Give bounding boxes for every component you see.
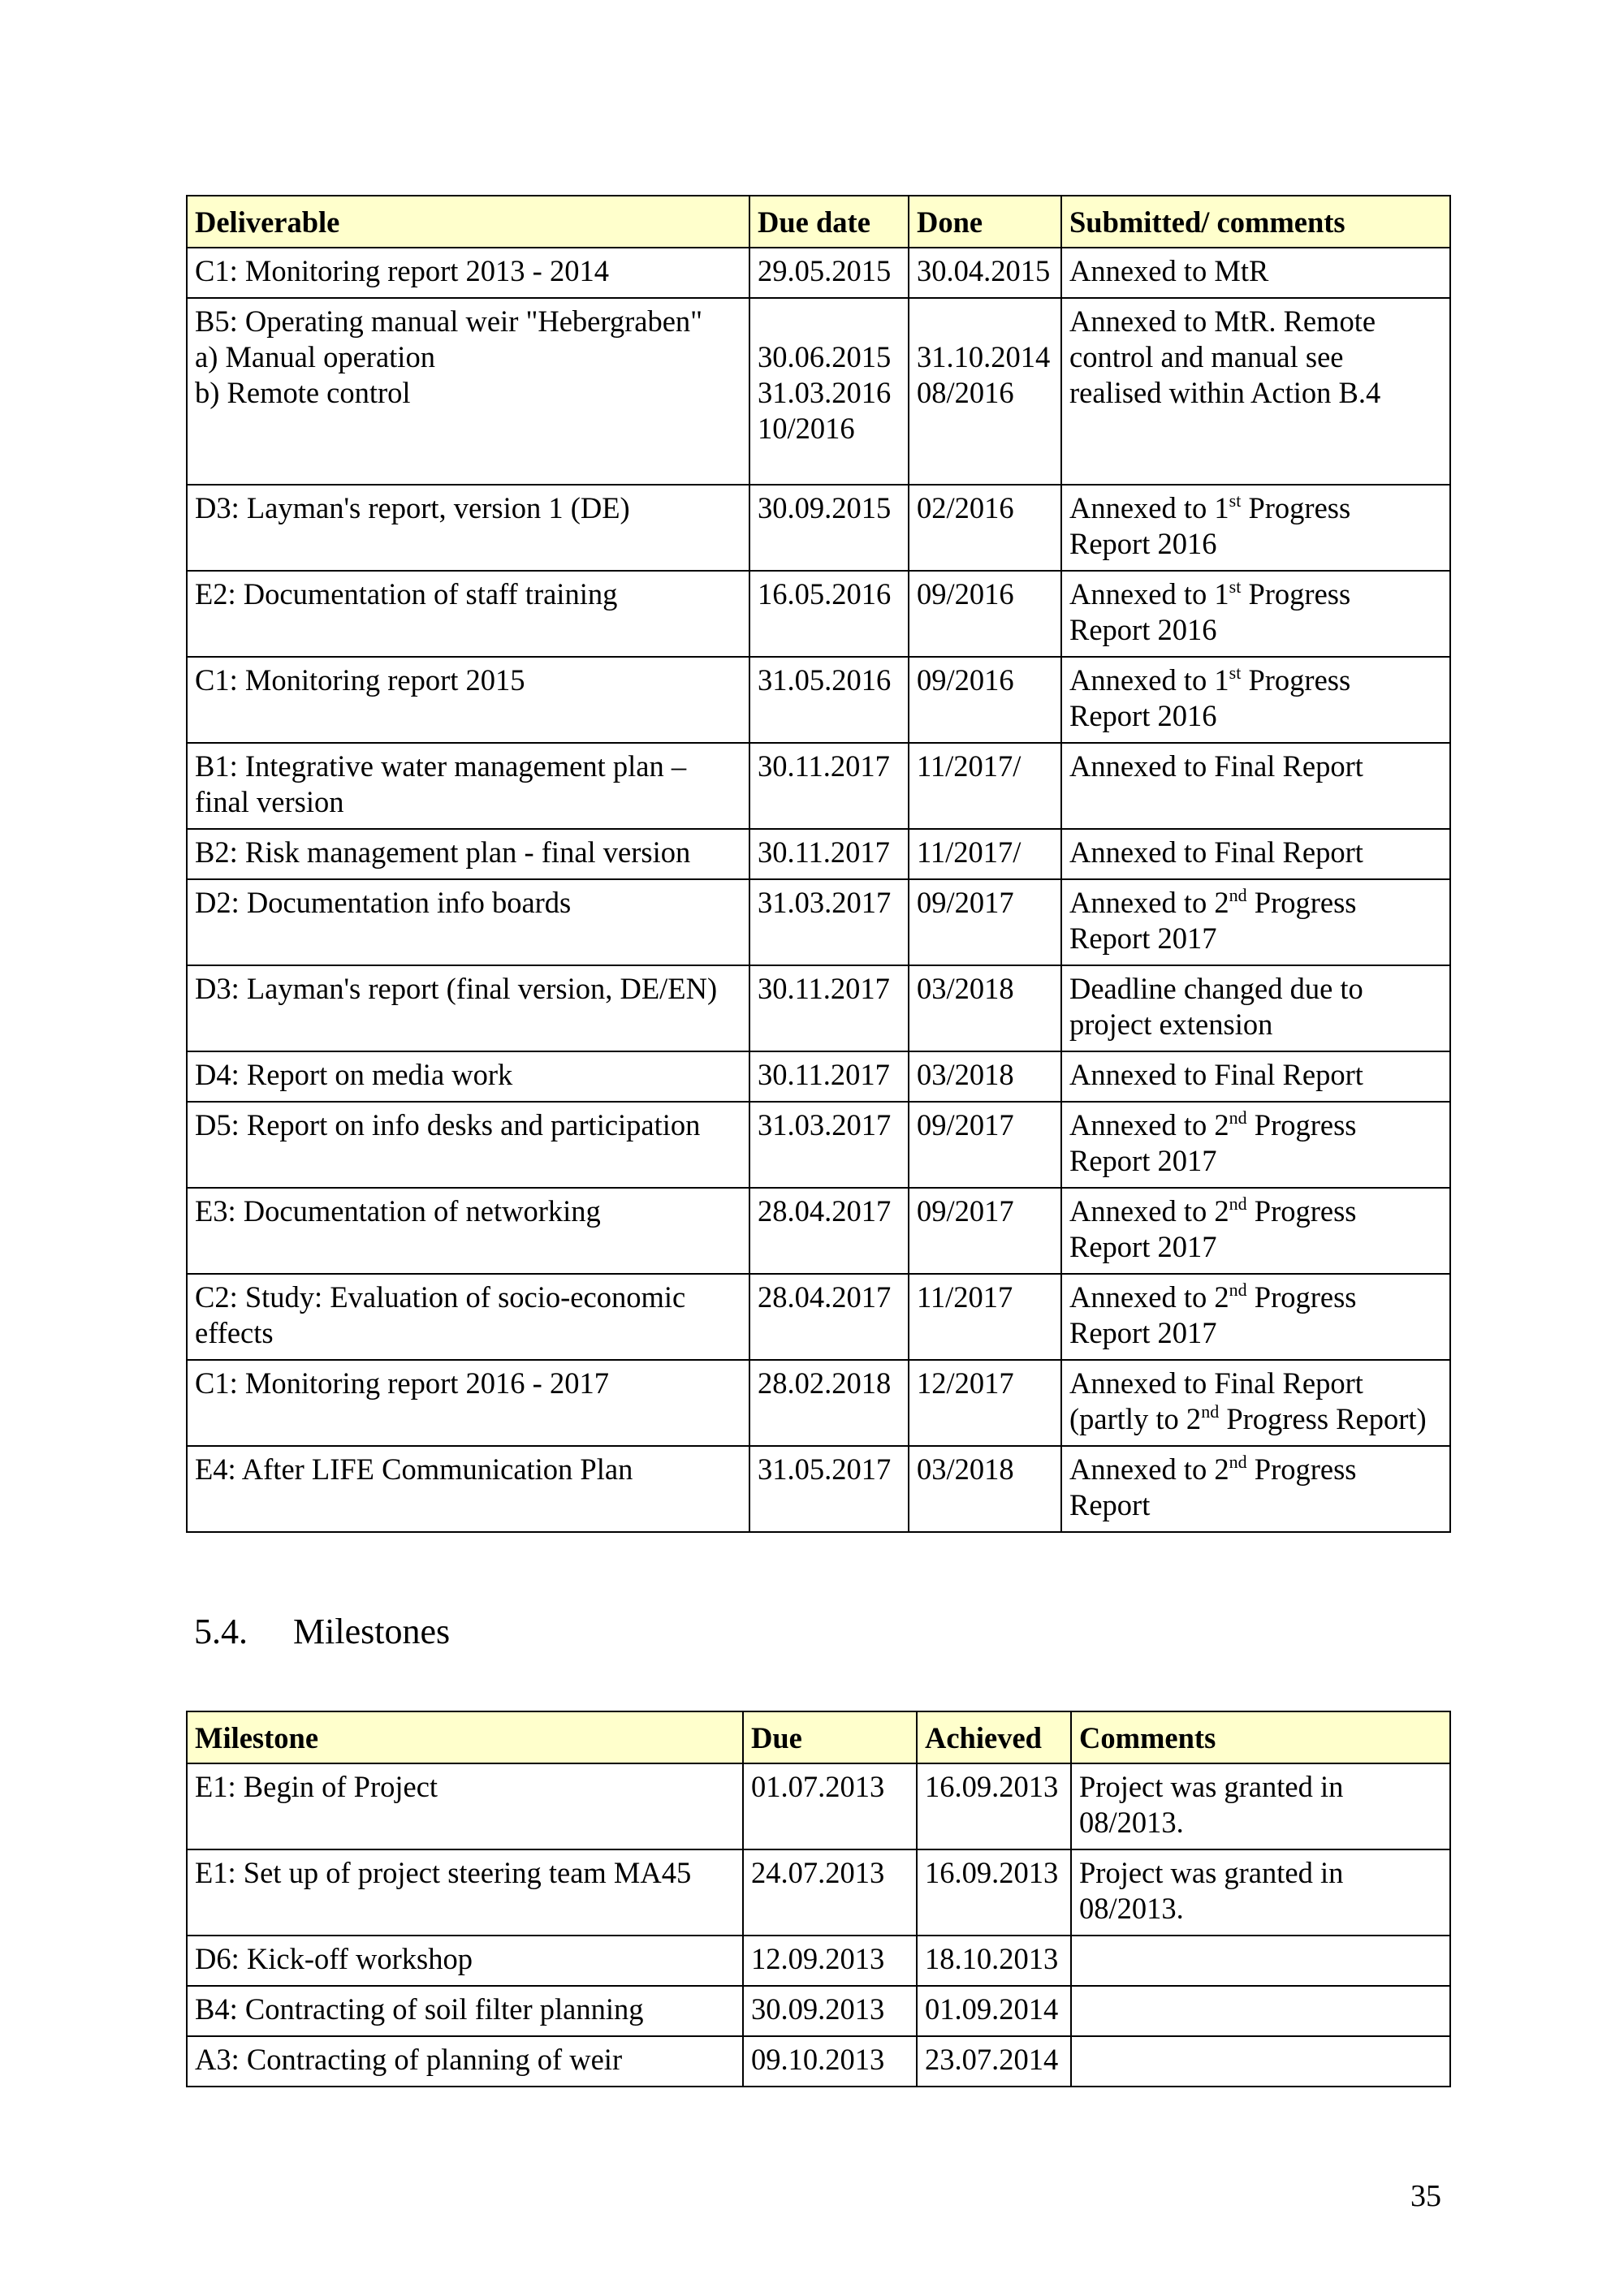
- due-cell: 12.09.2013: [743, 1936, 917, 1986]
- cell-line: effects: [195, 1316, 274, 1349]
- done-cell: 09/2017: [909, 1102, 1061, 1188]
- table-header-row: [187, 1711, 1450, 1763]
- deliverable-cell: E4: After LIFE Communication Plan: [187, 1446, 749, 1532]
- comment-line: Report 2017: [1069, 1230, 1217, 1263]
- table-row: [187, 1360, 1450, 1446]
- ordinal-suffix: nd: [1229, 1280, 1247, 1300]
- comment-cell: [1061, 657, 1450, 743]
- done-cell: 09/2017: [909, 879, 1061, 965]
- milestone-cell: A3: Contracting of planning of weir: [187, 2036, 743, 2087]
- comment-text: Annexed to 1: [1069, 491, 1229, 524]
- table-row: [187, 298, 1450, 485]
- column-header: Done: [909, 196, 1061, 248]
- column-header: Deliverable: [187, 196, 749, 248]
- due-date-cell: 29.05.2015: [749, 248, 909, 298]
- due-date-cell: 31.05.2017: [749, 1446, 909, 1532]
- due-cell: 01.07.2013: [743, 1763, 917, 1849]
- table-row: [187, 1274, 1450, 1360]
- cell-line: 08/2016: [917, 376, 1014, 409]
- achieved-cell: 18.10.2013: [917, 1936, 1071, 1986]
- comment-text: Annexed to 1: [1069, 663, 1229, 697]
- comment-cell: [1061, 1188, 1450, 1274]
- comment-text: Progress: [1241, 577, 1351, 611]
- table-row: [187, 879, 1450, 965]
- achieved-cell: 01.09.2014: [917, 1986, 1071, 2036]
- column-header: Milestone: [187, 1711, 743, 1763]
- deliverables-table: [186, 195, 1451, 1533]
- cell-line: control and manual see: [1069, 340, 1344, 373]
- due-date-cell: 30.11.2017: [749, 829, 909, 879]
- comment-cell: [1061, 298, 1450, 485]
- comment-cell: [1061, 485, 1450, 571]
- deliverable-cell: D3: Layman's report, version 1 (DE): [187, 485, 749, 571]
- comment-cell: [1071, 2036, 1450, 2087]
- cell-line: project extension: [1069, 1008, 1273, 1041]
- section-number: 5.4.: [194, 1612, 248, 1651]
- cell-line: a) Manual operation: [195, 340, 435, 373]
- due-cell: 09.10.2013: [743, 2036, 917, 2087]
- comment-line: Report 2016: [1069, 613, 1217, 646]
- done-cell: 30.04.2015: [909, 248, 1061, 298]
- ordinal-suffix: st: [1229, 576, 1242, 597]
- cell-line: B1: Integrative water management plan –: [195, 749, 687, 783]
- comment-text: Annexed to 2: [1069, 1280, 1229, 1314]
- comment-text: Progress: [1246, 1194, 1357, 1228]
- comment-text: Progress Report): [1219, 1402, 1427, 1435]
- cell-line: 08/2013.: [1079, 1806, 1184, 1839]
- done-cell: 09/2017: [909, 1188, 1061, 1274]
- table-row: [187, 1051, 1450, 1102]
- table-row: [187, 1102, 1450, 1188]
- table-row: [187, 1986, 1450, 2036]
- comment-text: Annexed to 2: [1069, 886, 1229, 919]
- cell-line: Deadline changed due to: [1069, 972, 1363, 1005]
- comment-text: Annexed to 2: [1069, 1108, 1229, 1142]
- deliverable-cell: D3: Layman's report (final version, DE/EN): [187, 965, 749, 1051]
- due-date-cell: 30.11.2017: [749, 743, 909, 829]
- comment-cell: [1071, 1763, 1450, 1849]
- milestone-cell: E1: Set up of project steering team MA45: [187, 1849, 743, 1936]
- comment-line: Report 2017: [1069, 921, 1217, 955]
- cell-line: 08/2013.: [1079, 1892, 1184, 1925]
- cell-line: 31.03.2016: [758, 376, 892, 409]
- cell-line: Project was granted in: [1079, 1856, 1344, 1889]
- column-header: Achieved: [917, 1711, 1071, 1763]
- comment-cell: Annexed to Final Report: [1061, 1051, 1450, 1102]
- due-date-cell: 30.09.2015: [749, 485, 909, 571]
- done-cell: 09/2016: [909, 571, 1061, 657]
- comment-cell: [1061, 965, 1450, 1051]
- ordinal-suffix: nd: [1229, 1452, 1247, 1472]
- due-date-cell: 30.11.2017: [749, 965, 909, 1051]
- cell-line: b) Remote control: [195, 376, 411, 409]
- table-row: [187, 965, 1450, 1051]
- table-row: [187, 2036, 1450, 2087]
- done-cell: 03/2018: [909, 1446, 1061, 1532]
- cell-line: 31.10.2014: [917, 340, 1051, 373]
- comment-cell: [1061, 1446, 1450, 1532]
- deliverable-cell: [187, 1274, 749, 1360]
- done-cell: 03/2018: [909, 1051, 1061, 1102]
- ordinal-suffix: nd: [1229, 1193, 1247, 1214]
- comment-text: Progress: [1241, 491, 1351, 524]
- comment-text: Annexed to 2: [1069, 1194, 1229, 1228]
- deliverable-cell: [187, 743, 749, 829]
- comment-line: Report: [1069, 1488, 1151, 1521]
- deliverable-cell: C1: Monitoring report 2016 - 2017: [187, 1360, 749, 1446]
- cell-line: [917, 304, 1053, 339]
- done-cell: 12/2017: [909, 1360, 1061, 1446]
- table-row: [187, 829, 1450, 879]
- due-date-cell: 28.04.2017: [749, 1188, 909, 1274]
- table-row: [187, 1446, 1450, 1532]
- due-date-cell: 31.05.2016: [749, 657, 909, 743]
- achieved-cell: 16.09.2013: [917, 1763, 1071, 1849]
- due-date-cell: [749, 298, 909, 485]
- comment-text: Progress: [1246, 1452, 1357, 1486]
- comment-text: Annexed to 2: [1069, 1452, 1229, 1486]
- table-header-row: [187, 196, 1450, 248]
- comment-cell: [1071, 1936, 1450, 1986]
- deliverable-cell: B2: Risk management plan - final version: [187, 829, 749, 879]
- comment-cell: [1071, 1849, 1450, 1936]
- table-row: [187, 1936, 1450, 1986]
- due-date-cell: 30.11.2017: [749, 1051, 909, 1102]
- column-header: Due date: [749, 196, 909, 248]
- comment-cell: Annexed to Final Report: [1061, 829, 1450, 879]
- table-row: [187, 657, 1450, 743]
- comment-text: Progress: [1246, 886, 1357, 919]
- table-row: [187, 1188, 1450, 1274]
- due-date-cell: 28.04.2017: [749, 1274, 909, 1360]
- ordinal-suffix: nd: [1229, 885, 1247, 905]
- milestone-cell: B4: Contracting of soil filter planning: [187, 1986, 743, 2036]
- column-header: Comments: [1071, 1711, 1450, 1763]
- table-row: [187, 485, 1450, 571]
- comment-text: Progress: [1241, 663, 1351, 697]
- deliverable-cell: D2: Documentation info boards: [187, 879, 749, 965]
- table-row: [187, 1849, 1450, 1936]
- cell-line: [758, 304, 901, 339]
- cell-line: Project was granted in: [1079, 1770, 1344, 1803]
- done-cell: 11/2017: [909, 1274, 1061, 1360]
- done-cell: [909, 298, 1061, 485]
- achieved-cell: 16.09.2013: [917, 1849, 1071, 1936]
- comment-cell: Annexed to Final Report: [1061, 743, 1450, 829]
- ordinal-suffix: st: [1229, 662, 1242, 683]
- comment-line: Annexed to Final Report: [1069, 1366, 1363, 1400]
- cell-line: 30.06.2015: [758, 340, 892, 373]
- comment-line: Report 2017: [1069, 1316, 1217, 1349]
- deliverable-cell: C1: Monitoring report 2013 - 2014: [187, 248, 749, 298]
- comment-cell: Annexed to MtR: [1061, 248, 1450, 298]
- comment-text: (partly to 2: [1069, 1402, 1202, 1435]
- column-header: Submitted/ comments: [1061, 196, 1450, 248]
- comment-text: Progress: [1246, 1108, 1357, 1142]
- cell-line: Annexed to MtR. Remote: [1069, 304, 1376, 338]
- cell-line: 10/2016: [758, 412, 855, 445]
- done-cell: 11/2017/: [909, 743, 1061, 829]
- due-date-cell: 16.05.2016: [749, 571, 909, 657]
- done-cell: 09/2016: [909, 657, 1061, 743]
- column-header: Due: [743, 1711, 917, 1763]
- comment-cell: [1061, 1360, 1450, 1446]
- page-number: 35: [1410, 2179, 1441, 2213]
- comment-line: Report 2016: [1069, 527, 1217, 560]
- table-row: [187, 248, 1450, 298]
- comment-cell: [1061, 571, 1450, 657]
- done-cell: 02/2016: [909, 485, 1061, 571]
- deliverable-cell: [187, 298, 749, 485]
- deliverable-cell: E2: Documentation of staff training: [187, 571, 749, 657]
- deliverable-cell: C1: Monitoring report 2015: [187, 657, 749, 743]
- deliverable-cell: E3: Documentation of networking: [187, 1188, 749, 1274]
- ordinal-suffix: nd: [1201, 1401, 1220, 1422]
- done-cell: 11/2017/: [909, 829, 1061, 879]
- section-heading: [194, 1609, 450, 1655]
- deliverable-cell: D4: Report on media work: [187, 1051, 749, 1102]
- ordinal-suffix: nd: [1229, 1107, 1247, 1128]
- comment-cell: [1061, 879, 1450, 965]
- ordinal-suffix: st: [1229, 490, 1242, 511]
- cell-line: realised within Action B.4: [1069, 376, 1381, 409]
- milestone-cell: E1: Begin of Project: [187, 1763, 743, 1849]
- milestone-cell: D6: Kick-off workshop: [187, 1936, 743, 1986]
- cell-line: B5: Operating manual weir "Hebergraben": [195, 304, 703, 338]
- comment-cell: [1061, 1274, 1450, 1360]
- due-cell: 24.07.2013: [743, 1849, 917, 1936]
- milestones-table: [186, 1711, 1451, 2087]
- comment-line: Report 2017: [1069, 1144, 1217, 1177]
- comment-cell: [1071, 1986, 1450, 2036]
- section-title: Milestones: [293, 1612, 451, 1651]
- achieved-cell: 23.07.2014: [917, 2036, 1071, 2087]
- table-row: [187, 743, 1450, 829]
- deliverable-cell: D5: Report on info desks and participation: [187, 1102, 749, 1188]
- due-date-cell: 31.03.2017: [749, 879, 909, 965]
- comment-text: Progress: [1246, 1280, 1357, 1314]
- due-date-cell: 31.03.2017: [749, 1102, 909, 1188]
- comment-text: Annexed to 1: [1069, 577, 1229, 611]
- comment-line: Report 2016: [1069, 699, 1217, 732]
- table-row: [187, 571, 1450, 657]
- comment-cell: [1061, 1102, 1450, 1188]
- cell-line: C2: Study: Evaluation of socio-economic: [195, 1280, 686, 1314]
- due-cell: 30.09.2013: [743, 1986, 917, 2036]
- cell-line: final version: [195, 785, 344, 818]
- table-row: [187, 1763, 1450, 1849]
- done-cell: 03/2018: [909, 965, 1061, 1051]
- due-date-cell: 28.02.2018: [749, 1360, 909, 1446]
